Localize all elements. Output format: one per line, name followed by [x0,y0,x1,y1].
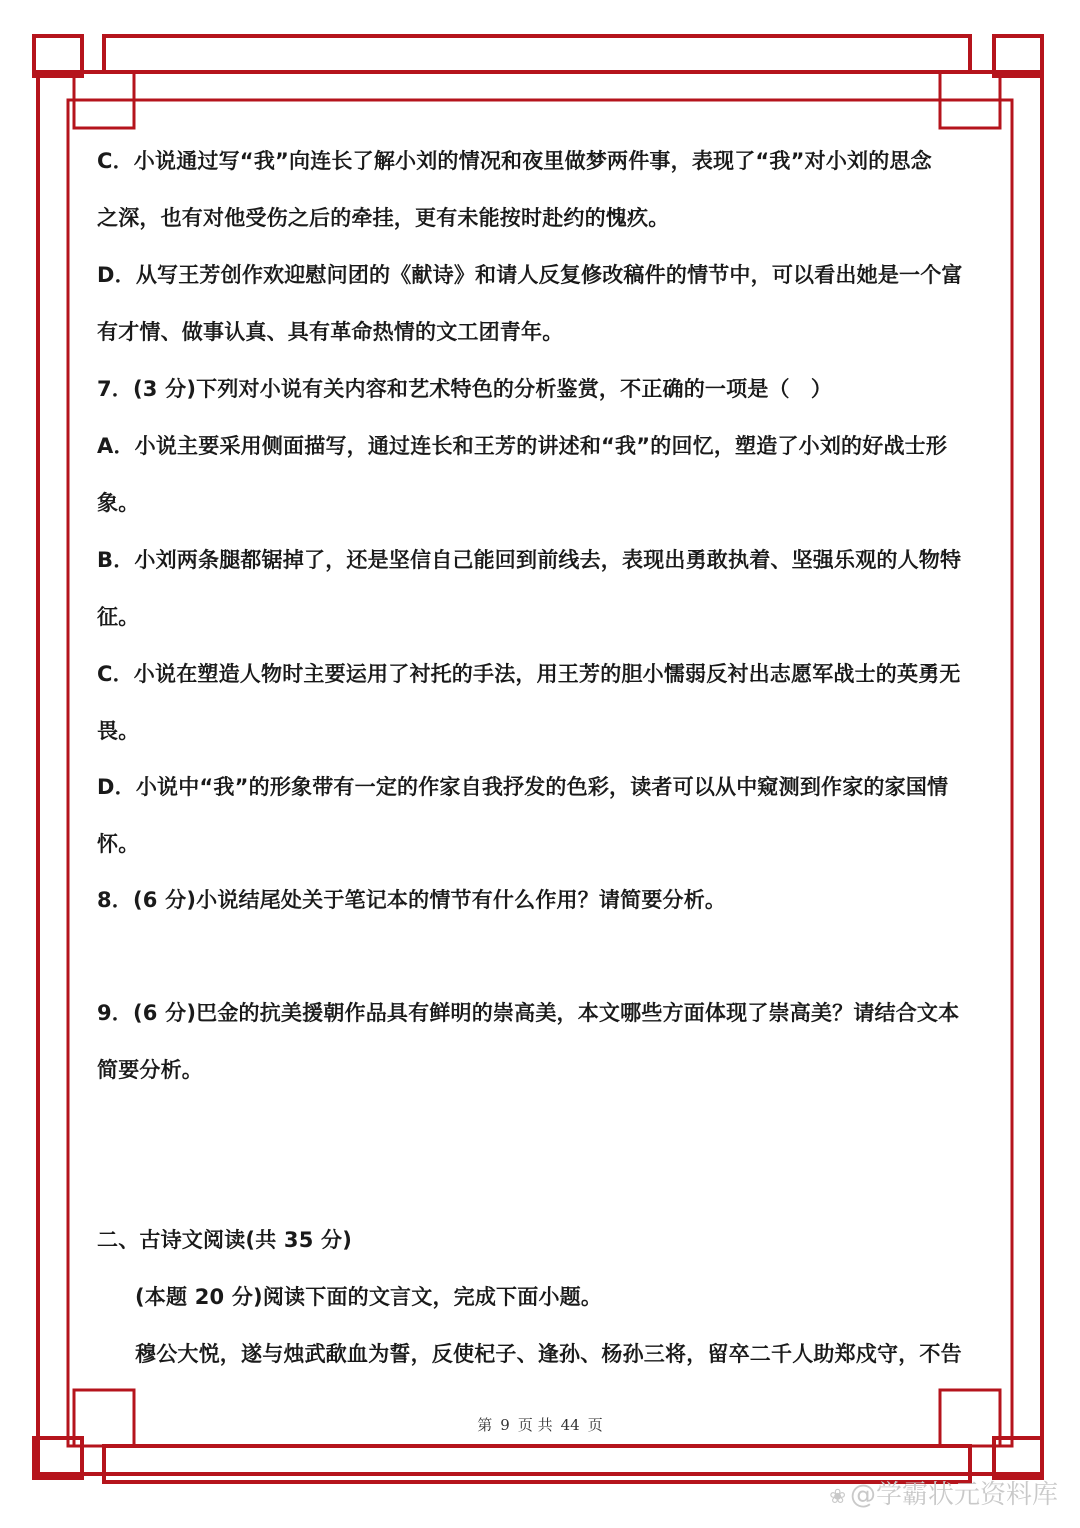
question-7: 7．(3 分)下列对小说有关内容和艺术特色的分析鉴赏，不正确的一项是（ ） [97,377,833,401]
section-heading: 二、古诗文阅读(共 35 分) [97,1228,353,1252]
q7-option-b-line-1: B．小刘两条腿都锯掉了，还是坚信自己能回到前线去，表现出勇敢执着、坚强乐观的人物特 [97,548,962,572]
q7-option-c-line-1: C．小说在塑造人物时主要运用了衬托的手法，用王芳的胆小懦弱反衬出志愿军战士的英勇无 [97,662,961,686]
passage-text-line-1: 穆公大悦，遂与烛武歃血为誓，反使杞子、逢孙、杨孙三将，留卒二千人助郑戍守，不告 [135,1342,962,1366]
option-d-line-1: D．从写王芳创作欢迎慰问团的《献诗》和请人反复修改稿件的情节中，可以看出她是一个富 [97,263,963,287]
question-9-line-2: 简要分析。 [97,1058,203,1082]
q7-option-d-line-1: D．小说中“我”的形象带有一定的作家自我抒发的色彩，读者可以从中窥测到作家的家国情 [97,775,949,799]
paw-icon: ❀ [829,1484,846,1508]
question-8: 8．(6 分)小说结尾处关于笔记本的情节有什么作用？请简要分析。 [97,888,727,912]
passage-instruction: (本题 20 分)阅读下面的文言文，完成下面小题。 [135,1285,603,1309]
footer-total-pages: 44 [560,1416,580,1434]
option-d-line-2: 有才情、做事认真、具有革命热情的文工团青年。 [97,320,564,344]
footer-page-number: 9 [500,1416,510,1434]
q7-option-a-line-2: 象。 [97,491,140,515]
question-9-line-1: 9．(6 分)巴金的抗美援朝作品具有鲜明的崇高美，本文哪些方面体现了崇高美？请结合文本 [97,1001,960,1025]
q7-option-a-line-1: A．小说主要采用侧面描写，通过连长和王芳的讲述和“我”的回忆，塑造了小刘的好战士形 [97,434,948,458]
footer-prefix: 第 [477,1416,493,1434]
watermark-text: @学霸状元资料库 [849,1480,1058,1510]
watermark [829,1474,1058,1511]
frame-top-bar [104,36,970,72]
q7-option-d-line-2: 怀。 [97,832,140,856]
q7-option-c-line-2: 畏。 [97,719,140,743]
page-footer [0,1414,1080,1435]
q7-option-b-line-2: 征。 [97,605,140,629]
footer-suffix: 页 [587,1416,603,1434]
footer-middle: 页 共 [517,1416,553,1434]
option-c-line-2: 之深，也有对他受伤之后的牵挂，更有未能按时赴约的愧疚。 [97,206,670,230]
option-c-line-1: C．小说通过写“我”向连长了解小刘的情况和夜里做梦两件事，表现了“我”对小刘的思念 [97,149,932,173]
